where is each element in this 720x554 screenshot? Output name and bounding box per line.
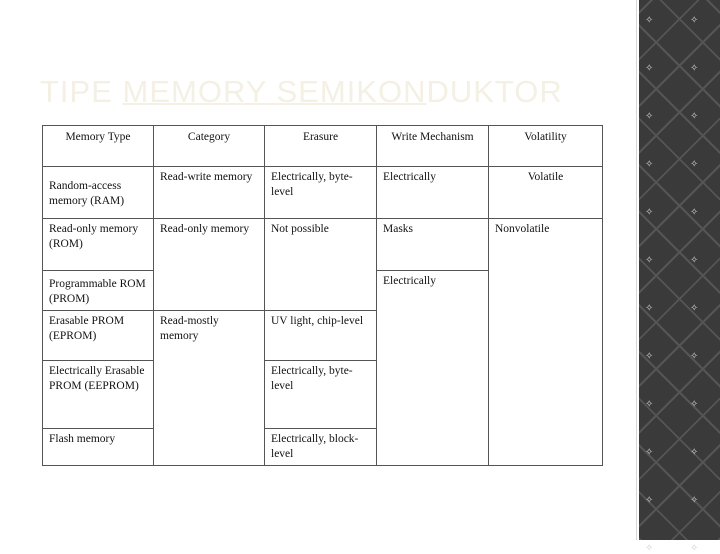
header-category: Category [154,126,265,167]
cell-category: Read-only memory [154,219,265,311]
cell-memory-type: Random-access memory (RAM) [43,167,154,219]
sparkle-icon: ✧ [690,207,699,218]
sparkle-icon: ✧ [645,255,654,266]
cell-erasure: UV light, chip-level [265,311,377,361]
slide-title [40,74,563,110]
cell-memory-type: Read-only memory (ROM) [43,219,154,271]
cell-memory-type: Electrically Erasable PROM (EEPROM) [43,361,154,429]
cell-erasure: Electrically, block-level [265,429,377,466]
sparkle-icon: ✧ [645,351,654,362]
cell-memory-type: Programmable ROM (PROM) [43,271,154,311]
sparkle-icon: ✧ [690,447,699,458]
table-header-row [43,126,603,167]
sparkle-icon: ✧ [690,495,699,506]
cell-memory-type: Erasable PROM (EPROM) [43,311,154,361]
title-part-2: MEMORY SEMIKON [122,74,427,109]
sparkle-icon: ✧ [690,111,699,122]
sparkle-icon: ✧ [690,15,699,26]
header-memory-type: Memory Type [43,126,154,167]
cell-volatility: Volatile [489,167,603,219]
sparkle-icon: ✧ [690,63,699,74]
table-row [43,219,603,271]
sparkle-icon: ✧ [690,303,699,314]
table-row [43,167,603,219]
cell-erasure: Not possible [265,219,377,311]
cell-category: Read-mostly memory [154,311,265,466]
sparkle-icon: ✧ [690,543,699,554]
cell-write-mechanism: Electrically [377,167,489,219]
title-part-1: TIPE [40,74,123,109]
sparkle-icon: ✧ [645,495,654,506]
sparkle-icon: ✧ [645,303,654,314]
sparkle-icon: ✧ [645,111,654,122]
sparkle-icon: ✧ [645,399,654,410]
sparkle-icon: ✧ [645,15,654,26]
header-write-mechanism: Write Mechanism [377,126,489,167]
memory-types-table [42,125,603,466]
sparkle-icon: ✧ [645,447,654,458]
cell-write-mechanism: Masks [377,219,489,271]
cell-erasure: Electrically, byte-level [265,167,377,219]
title-part-3: DUKTOR [426,74,563,109]
decorative-sidebar [639,0,720,540]
sparkle-icon: ✧ [690,255,699,266]
sparkle-icon: ✧ [690,159,699,170]
cell-volatility: Nonvolatile [489,219,603,466]
cell-write-mechanism: Electrically [377,271,489,466]
sparkle-icon: ✧ [645,159,654,170]
sparkle-icon: ✧ [645,543,654,554]
cell-memory-type: Flash memory [43,429,154,466]
divider-line [636,0,637,540]
cell-category: Read-write memory [154,167,265,219]
sparkle-icon: ✧ [690,351,699,362]
cell-erasure: Electrically, byte-level [265,361,377,429]
sparkle-icon: ✧ [645,63,654,74]
header-erasure: Erasure [265,126,377,167]
header-volatility: Volatility [489,126,603,167]
sparkle-icon: ✧ [690,399,699,410]
sparkle-icon: ✧ [645,207,654,218]
